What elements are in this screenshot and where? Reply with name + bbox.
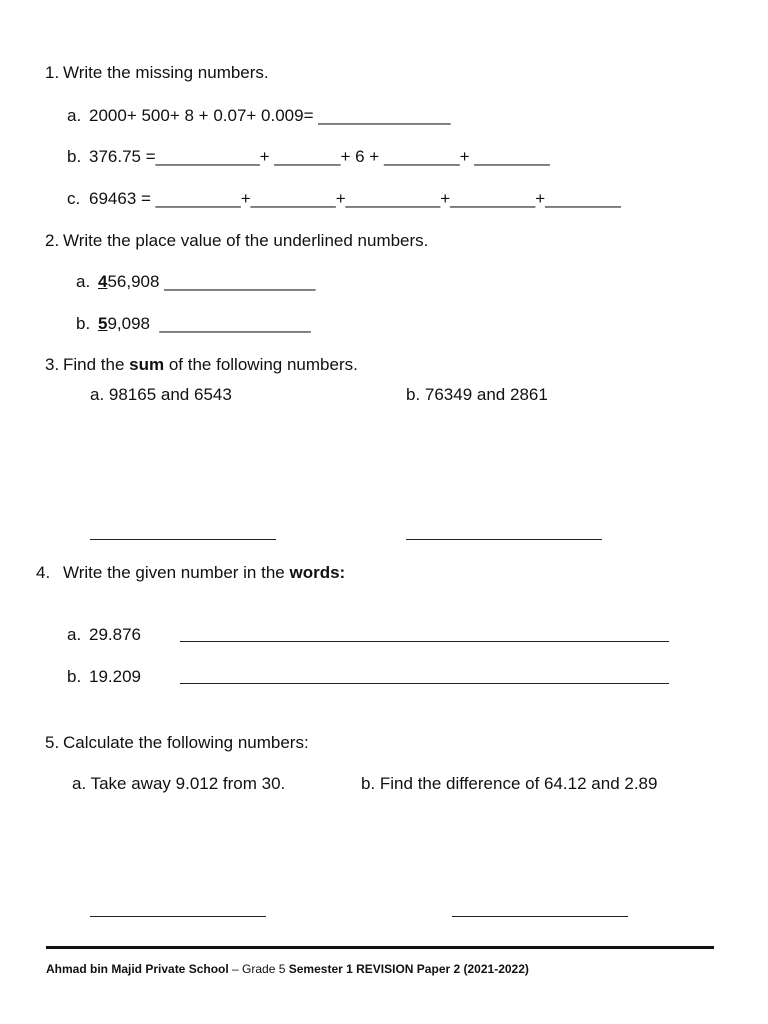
- q5-prompt: Calculate the following numbers:: [63, 733, 309, 752]
- q3b-text: b. 76349 and 2861: [406, 385, 548, 404]
- q4b-value: 19.209: [89, 667, 141, 686]
- q2b-rest: 9,098 ________________: [107, 314, 311, 333]
- q1-number: 1.: [45, 63, 60, 82]
- q2-prompt: Write the place value of the underlined numbers.: [63, 231, 429, 250]
- q4b-label: b.: [67, 667, 82, 686]
- q2-number: 2.: [45, 231, 60, 250]
- q5a-answer-line: [90, 916, 266, 917]
- q3b-answer-line: [406, 539, 602, 540]
- q1-prompt: Write the missing numbers.: [63, 63, 269, 82]
- q4-number: 4.: [36, 563, 51, 582]
- q5-number: 5.: [45, 733, 60, 752]
- q3a-answer-line: [90, 539, 276, 540]
- q2b-underlined-digit: 5: [98, 314, 108, 333]
- q3a-text: a. 98165 and 6543: [90, 385, 232, 404]
- q3-prompt-end: of the following numbers.: [164, 355, 358, 374]
- q1c-label: c.: [67, 189, 81, 208]
- q5b-text: b. Find the difference of 64.12 and 2.89: [361, 774, 658, 793]
- q2a-line: [98, 272, 315, 292]
- footer-grade: – Grade 5: [228, 962, 289, 976]
- footer-text: [46, 962, 529, 976]
- q1b-label: b.: [67, 147, 82, 166]
- q3-prompt-start: Find the: [63, 355, 130, 374]
- footer-school: Ahmad bin Majid Private School: [46, 962, 229, 976]
- q1b-text: 376.75 =___________+ _______+ 6 + ________+ ________: [89, 147, 550, 166]
- q4-prompt-start: Write the given number in the: [63, 563, 290, 582]
- q1a-text: 2000+ 500+ 8 + 0.07+ 0.009= ______________: [89, 106, 451, 125]
- q3-prompt: [63, 355, 358, 375]
- q5a-text: a. Take away 9.012 from 30.: [72, 774, 286, 793]
- q3-number: 3.: [45, 355, 60, 374]
- q2a-label: a.: [76, 272, 91, 291]
- q5b-answer-line: [452, 916, 628, 917]
- q4a-value: 29.876: [89, 625, 141, 644]
- footer-rule: [46, 946, 714, 949]
- q4b-answer-line: [180, 683, 669, 684]
- q2b-label: b.: [76, 314, 91, 333]
- q2a-underlined-digit: 4: [98, 272, 108, 291]
- q4-prompt: [63, 563, 345, 583]
- q4a-answer-line: [180, 641, 669, 642]
- q2b-line: [98, 314, 311, 334]
- q4a-label: a.: [67, 625, 82, 644]
- q1a-label: a.: [67, 106, 82, 125]
- footer-paper: Semester 1 REVISION Paper 2 (2021-2022): [288, 962, 529, 976]
- q3-prompt-bold: sum: [129, 355, 165, 374]
- q2a-rest: 56,908 ________________: [107, 272, 316, 291]
- q4-prompt-bold: words:: [289, 563, 346, 582]
- q1c-text: 69463 = _________+_________+__________+_________+________: [89, 189, 621, 208]
